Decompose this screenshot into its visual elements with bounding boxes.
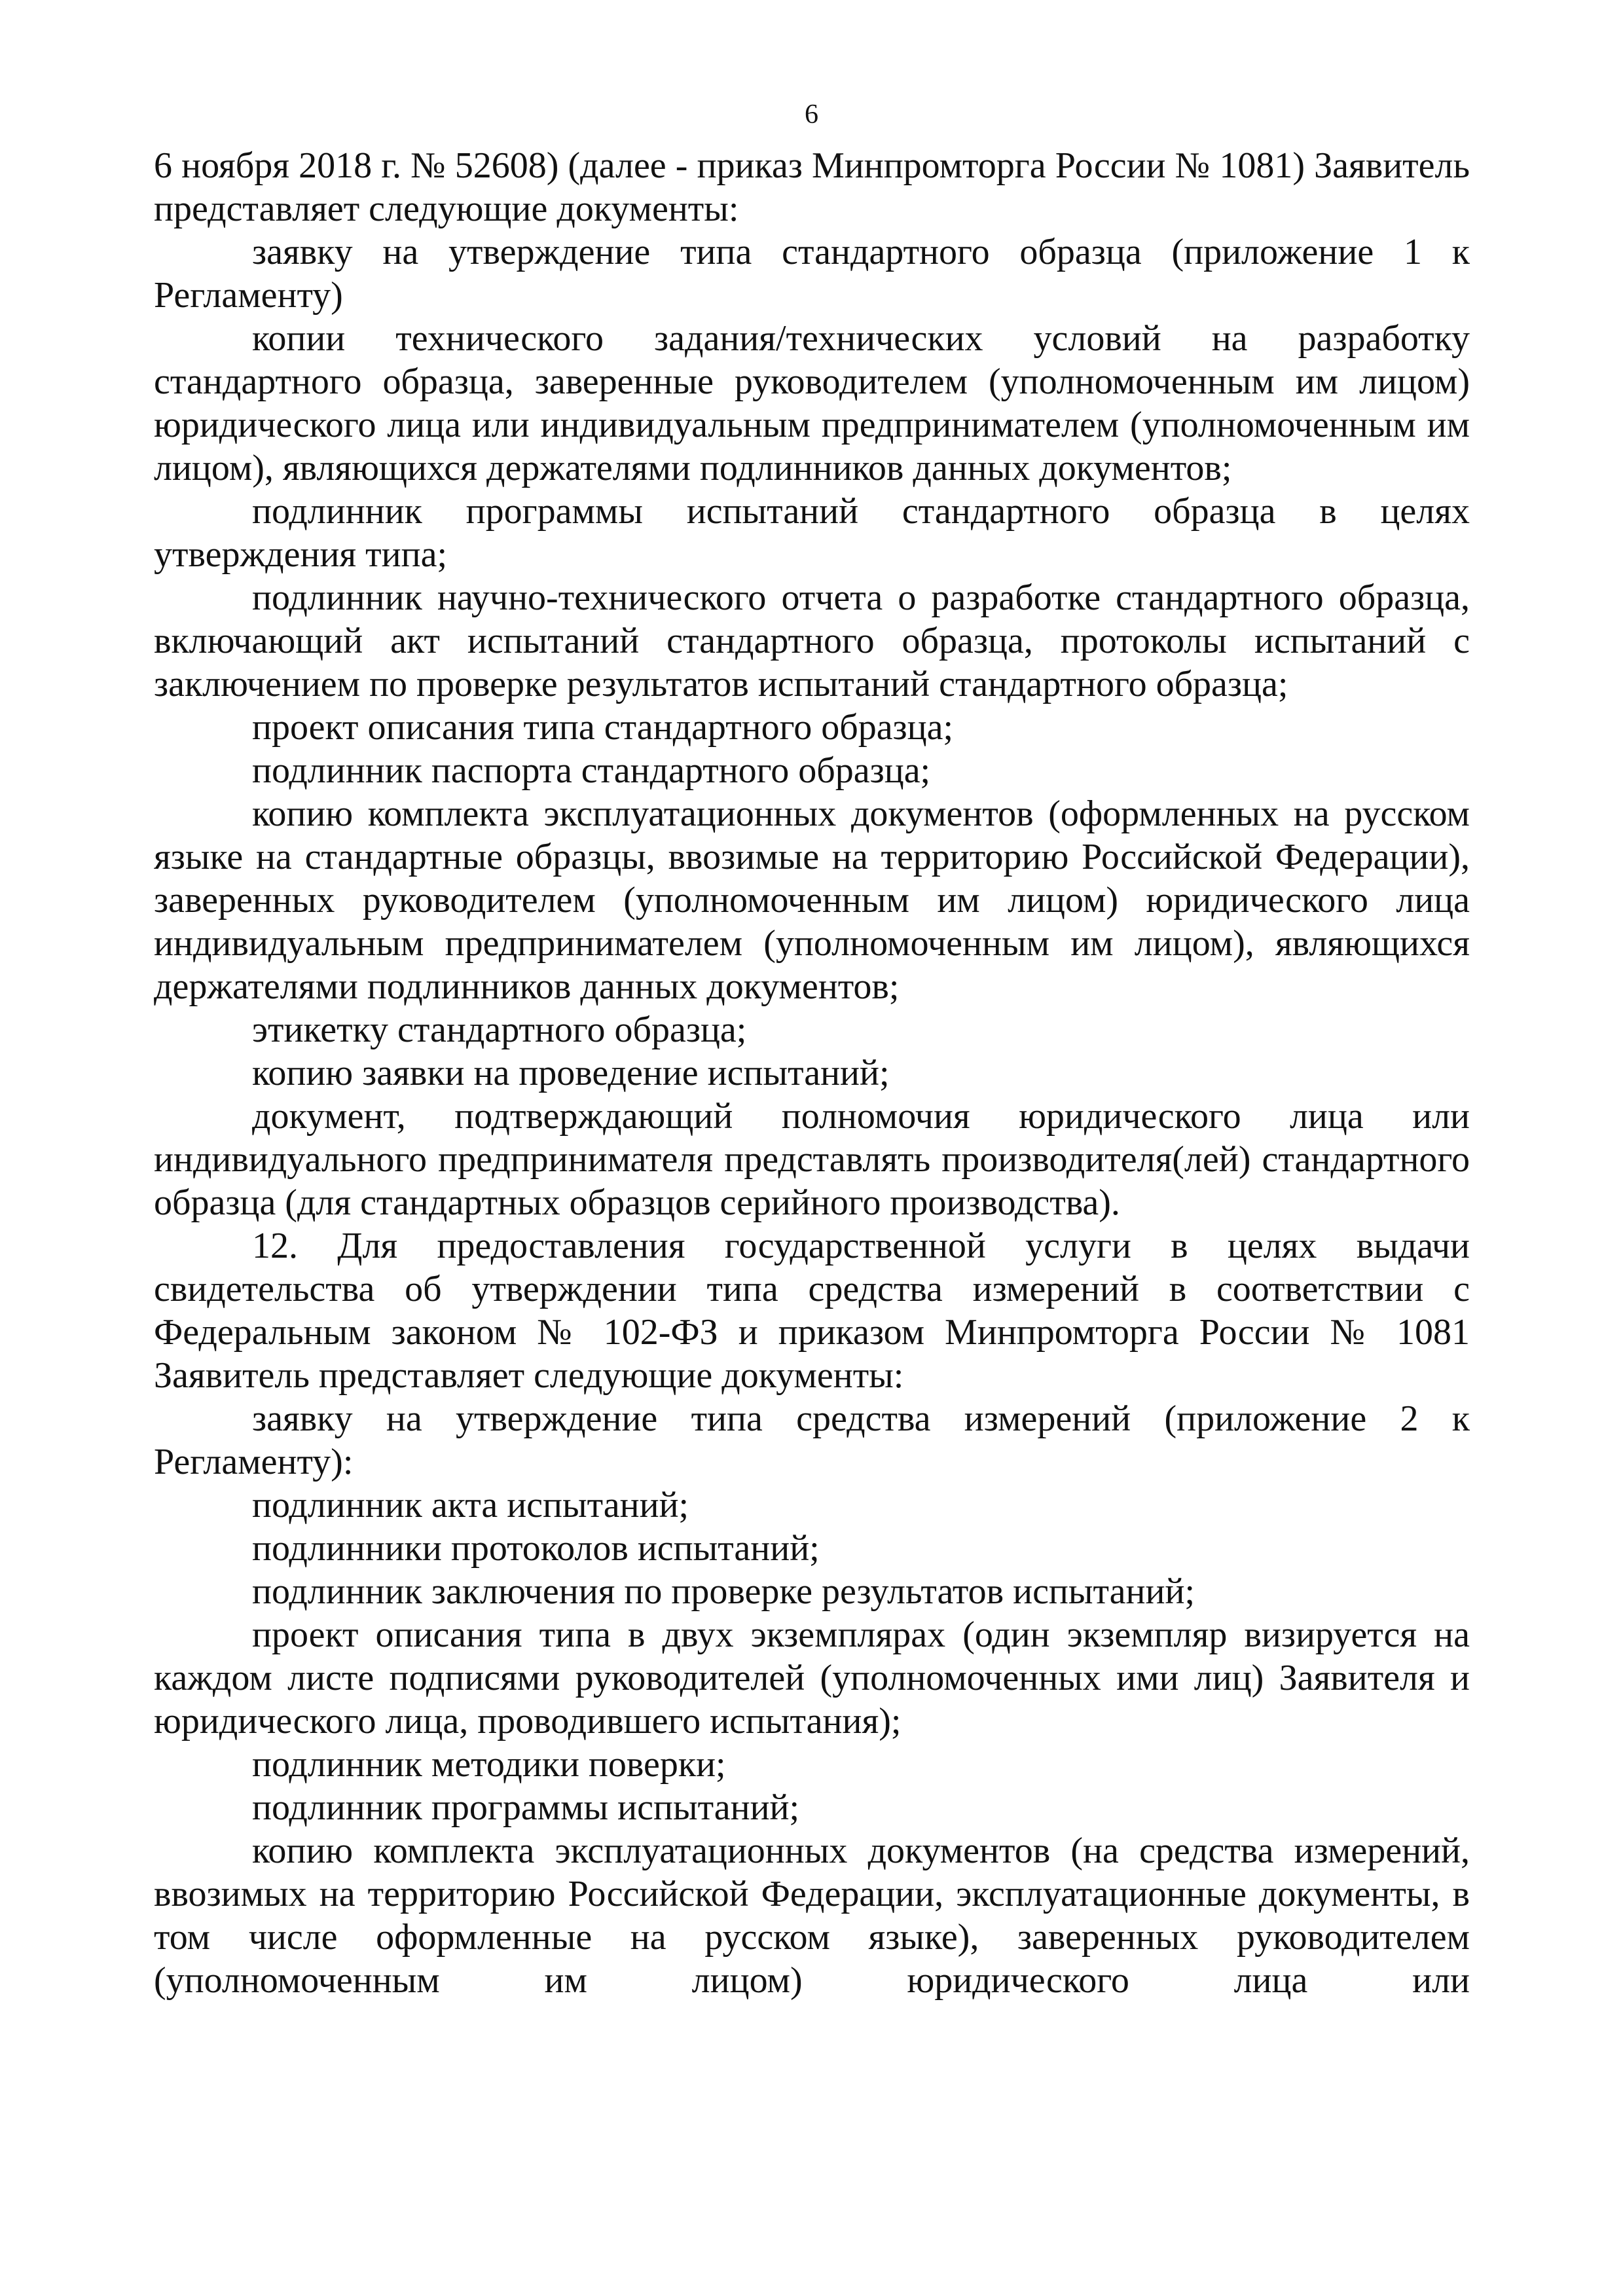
paragraph: проект описания типа стандартного образца; bbox=[252, 707, 954, 748]
paragraph: копии технического задания/технических условий на разработку стандартного образца, заверенные руководителем (уполномоченным им лицом) юридического лица или индивидуальным предпринимателем (уполномоченным им лицом), являющихся держателями подлинников данных документов; bbox=[154, 318, 1470, 488]
paragraph: заявку на утверждение типа средства измерений (приложение 2 к Регламенту): bbox=[154, 1398, 1470, 1482]
paragraph: копию комплекта эксплуатационных документов (оформленных на русском языке на стандартные образцы, ввозимые на территорию Российской Федерации), заверенных руководителем (уполномоченным им лицом) юридического лица индивидуальным предпринимателем (уполномоченным им лицом), являющихся держателями подлинников данных документов; bbox=[154, 793, 1470, 1007]
paragraph: подлинник программы испытаний стандартного образца в целях утверждения типа; bbox=[154, 491, 1470, 575]
page-number: 6 bbox=[805, 100, 818, 130]
paragraph: подлинник научно-технического отчета о разработке стандартного образца, включающий акт испытаний стандартного образца, протоколы испытаний с заключением по проверке результатов испытаний стандартного образца; bbox=[154, 577, 1470, 704]
document-body bbox=[154, 144, 1470, 2002]
paragraph: этикетку стандартного образца; bbox=[252, 1010, 747, 1050]
paragraph: подлинники протоколов испытаний; bbox=[252, 1528, 820, 1569]
paragraph: документ, подтверждающий полномочия юридического лица или индивидуального предпринимателя представлять производителя(лей) стандартного образца (для стандартных образцов серийного производства). bbox=[154, 1096, 1470, 1223]
paragraph: проект описания типа в двух экземплярах (один экземпляр визируется на каждом листе подписями руководителей (уполномоченных ими лиц) Заявителя и юридического лица, проводившего испытания); bbox=[154, 1614, 1470, 1741]
paragraph: 12. Для предоставления государственной услуги в целях выдачи свидетельства об утверждении типа средства измерений в соответствии с Федеральным законом № 102-ФЗ и приказом Минпромторга России № 1081 Заявитель представляет следующие документы: bbox=[154, 1226, 1470, 1396]
paragraph: подлинник методики поверки; bbox=[252, 1744, 726, 1785]
paragraph: копию комплекта эксплуатационных документов (на средства измерений, ввозимых на территорию Российской Федерации, эксплуатационные документы, в том числе оформленные на русском языке), заверенных руководителем (уполномоченным им лицом) юридического лица или bbox=[154, 1831, 1470, 2001]
paragraph: заявку на утверждение типа стандартного образца (приложение 1 к Регламенту) bbox=[154, 232, 1470, 316]
paragraph: копию заявки на проведение испытаний; bbox=[252, 1053, 890, 1093]
paragraph: подлинник заключения по проверке результатов испытаний; bbox=[252, 1571, 1195, 1612]
paragraph: подлинник акта испытаний; bbox=[252, 1485, 689, 1525]
paragraph: подлинник программы испытаний; bbox=[252, 1787, 800, 1828]
paragraph: 6 ноября 2018 г. № 52608) (далее - приказ Минпромторга России № 1081) Заявитель представляет следующие документы: bbox=[154, 145, 1470, 229]
paragraph: подлинник паспорта стандартного образца; bbox=[252, 750, 931, 791]
